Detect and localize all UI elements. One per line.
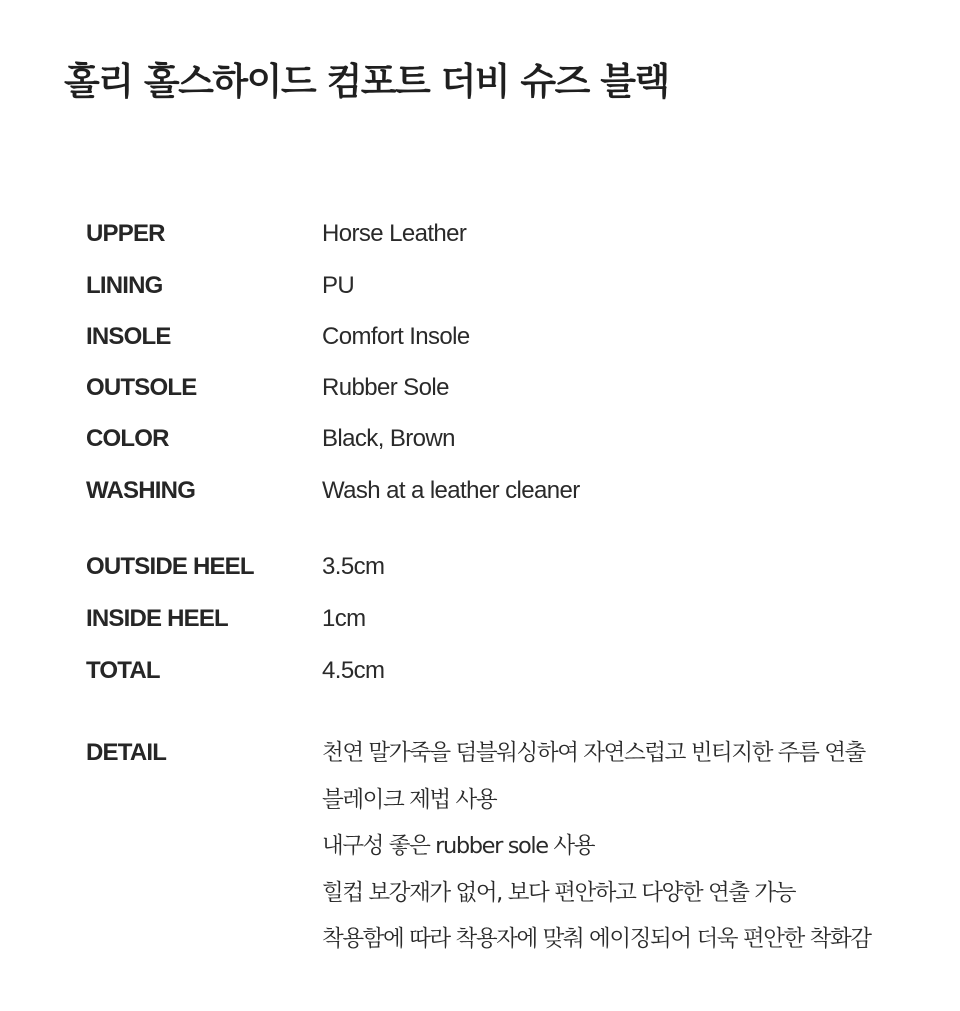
spec-label-upper: UPPER [86, 220, 165, 247]
spec-label-outsole: OUTSOLE [86, 374, 197, 401]
detail-line: 블레이크 제법 사용 [322, 786, 497, 813]
spec-value-washing: Wash at a leather cleaner [322, 477, 580, 504]
spec-row-insole [86, 323, 470, 351]
spec-value-lining: PU [322, 272, 355, 299]
spec-value-outsole: Rubber Sole [322, 374, 449, 401]
detail-line: 천연 말가죽을 덤블워싱하여 자연스럽고 빈티지한 주름 연출 [322, 740, 865, 766]
spec-row-washing [86, 477, 580, 505]
spec-row-inside-heel [86, 605, 366, 633]
spec-value-outside-heel: 3.5cm [322, 553, 385, 580]
detail-line: 힐컵 보강재가 없어, 보다 편안하고 다양한 연출 가능 [322, 879, 796, 906]
spec-value-color: Black, Brown [322, 425, 455, 452]
spec-label-washing: WASHING [86, 477, 196, 504]
spec-value-total: 4.5cm [322, 657, 385, 684]
detail-list [322, 730, 871, 963]
spec-row-lining [86, 272, 354, 300]
spec-value-insole: Comfort Insole [322, 323, 470, 350]
spec-row-outside-heel [86, 553, 384, 581]
spec-table [86, 0, 946, 1011]
spec-row-total [86, 657, 384, 685]
spec-value-upper: Horse Leather [322, 220, 467, 247]
spec-label-outside-heel: OUTSIDE HEEL [86, 553, 254, 580]
spec-label-insole: INSOLE [86, 323, 171, 350]
detail-line: 내구성 좋은 rubber sole 사용 [322, 833, 595, 859]
spec-label-inside-heel: INSIDE HEEL [86, 605, 228, 632]
spec-row-upper [86, 220, 466, 248]
spec-label-detail: DETAIL [86, 739, 167, 766]
spec-label-color: COLOR [86, 425, 169, 452]
spec-label-lining: LINING [86, 272, 163, 299]
spec-row-outsole [86, 374, 449, 402]
product-title: 홀리 홀스하이드 컴포트 더비 슈즈 블랙 [64, 60, 669, 103]
spec-label-total: TOTAL [86, 657, 160, 684]
spec-value-inside-heel: 1cm [322, 605, 366, 632]
detail-line: 착용함에 따라 착용자에 맞춰 에이징되어 더욱 편안한 착화감 [322, 926, 871, 952]
spec-row-color [86, 425, 455, 453]
spec-row-detail [86, 730, 871, 963]
